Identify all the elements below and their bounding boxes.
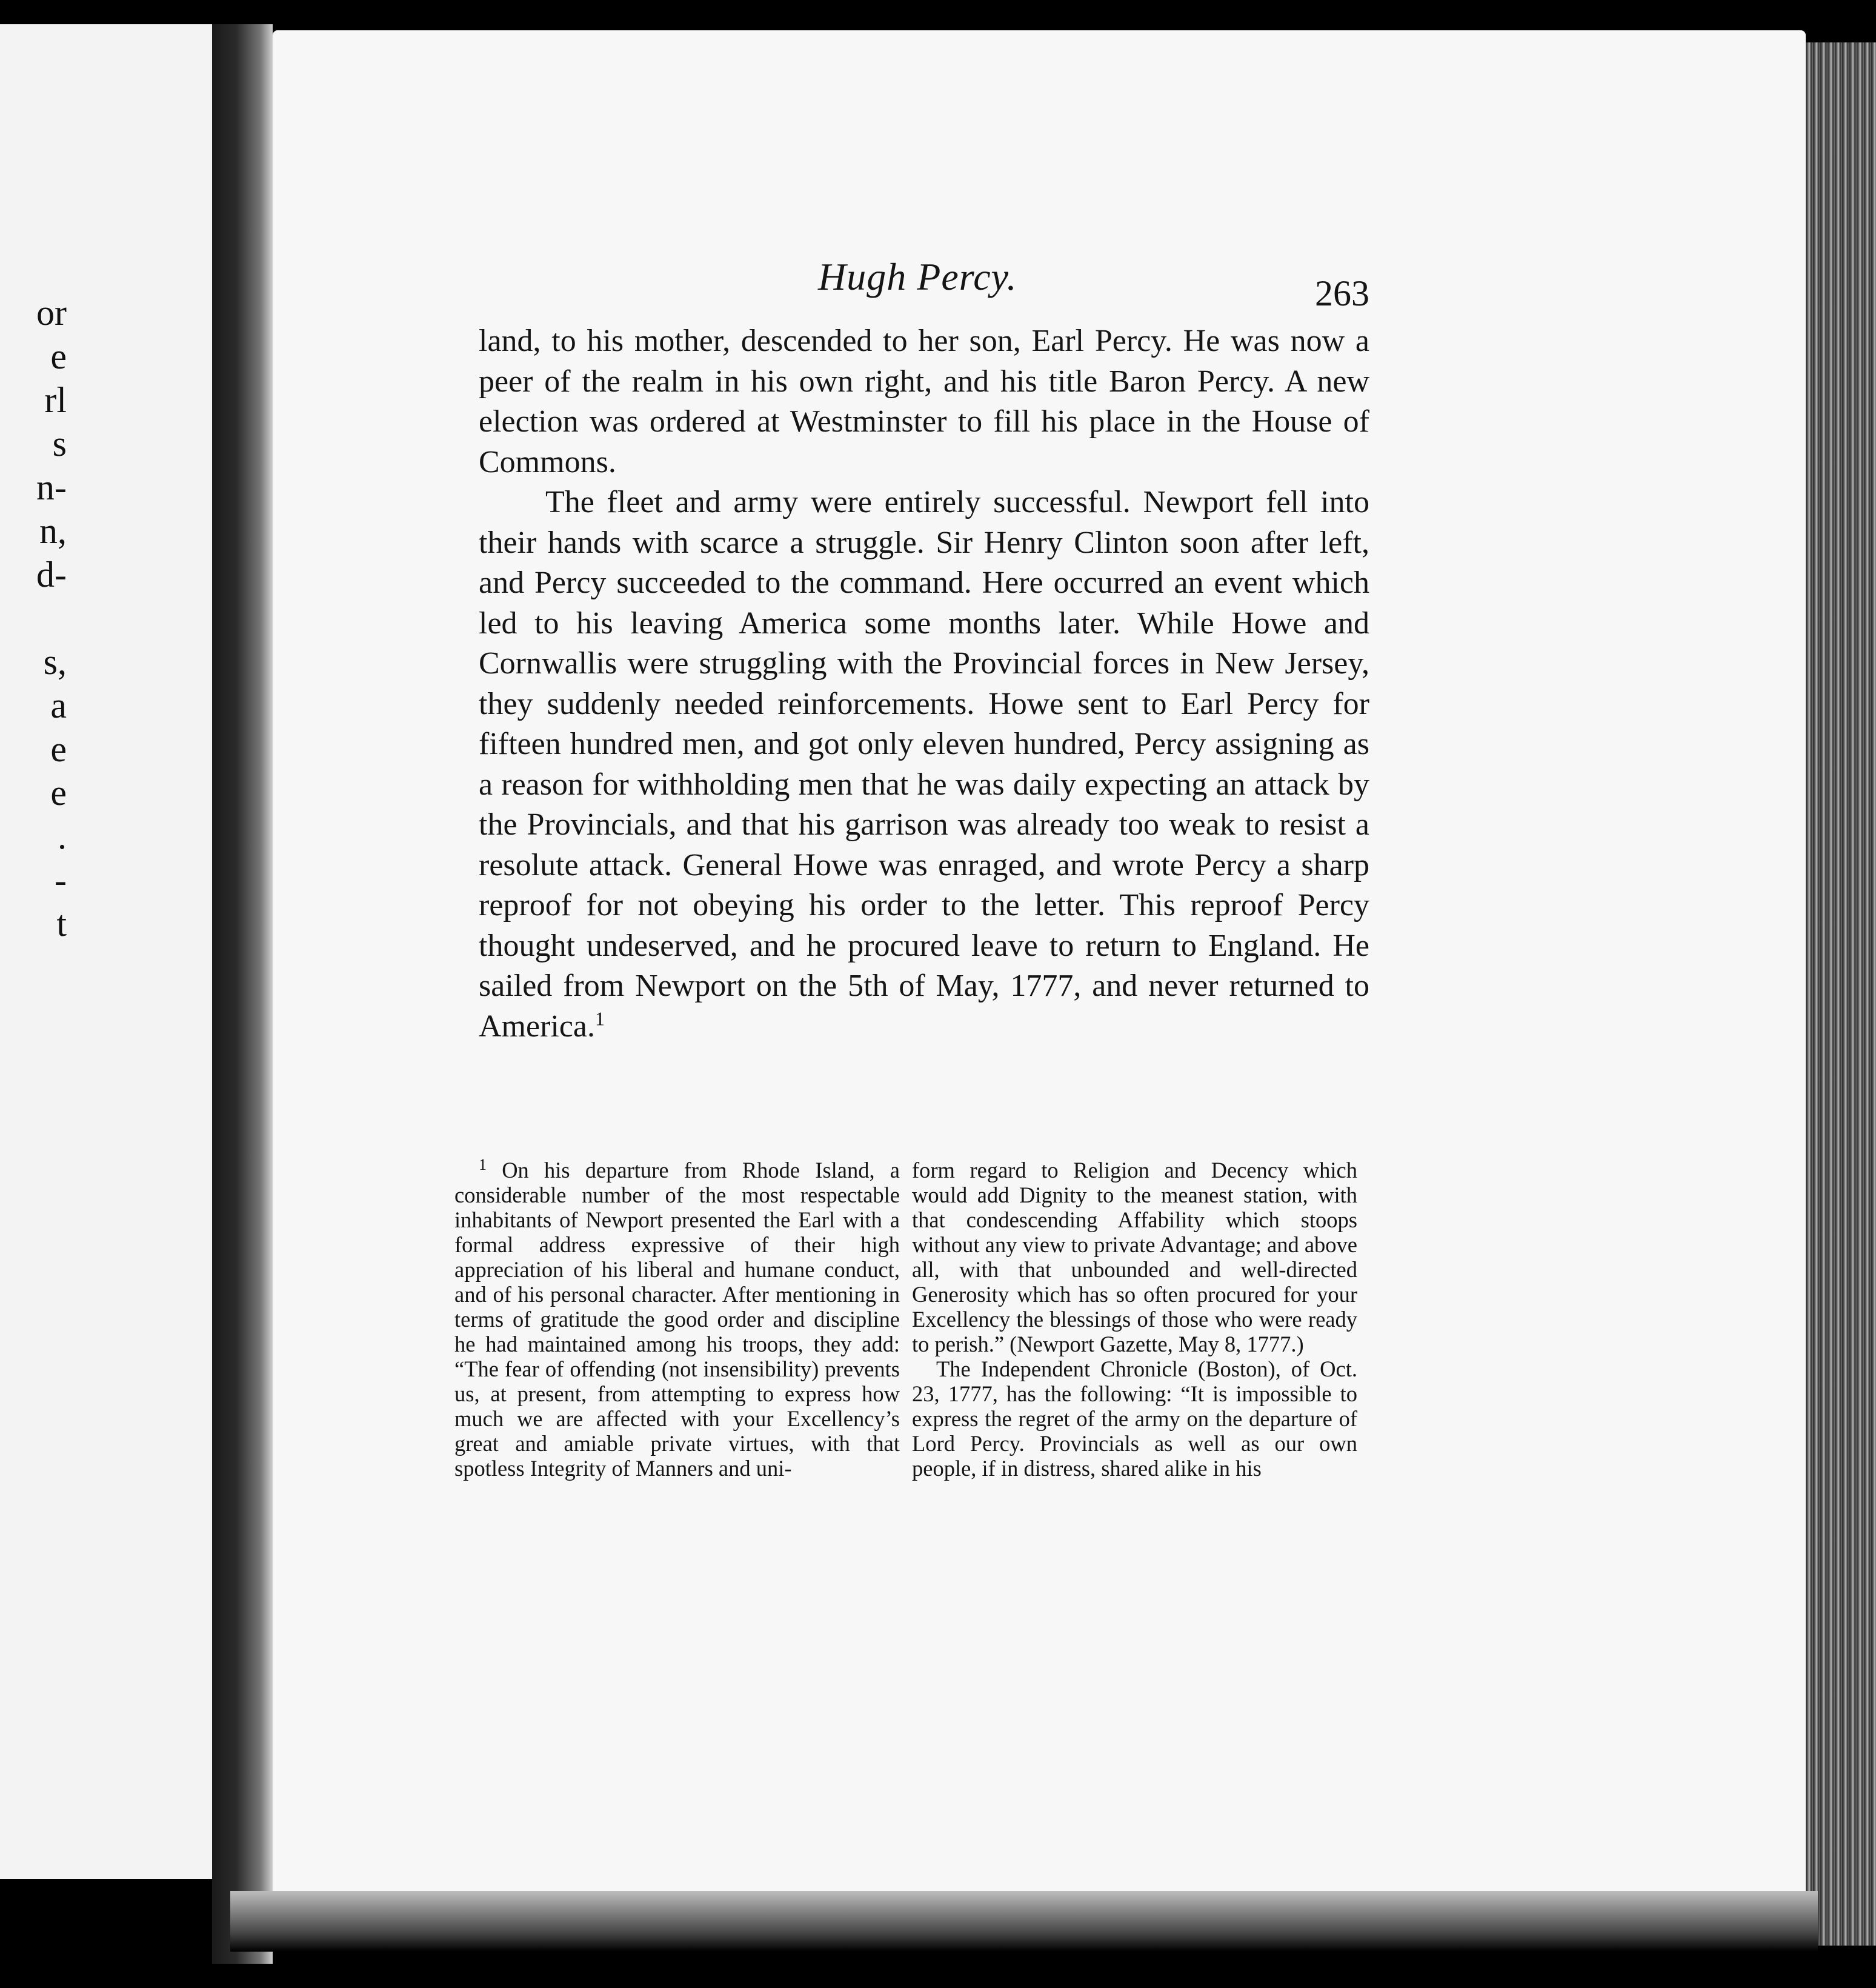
left-edge-fragment: a <box>50 685 67 725</box>
book-gutter <box>212 24 273 1964</box>
left-edge-fragment: d- <box>36 555 67 595</box>
footnote-paragraph: form regard to Religion and Decency which would add Dignity to the meanest station, with that condescending Affability which stoops without any view to private Advantage; and above all, with that unbounded and well-directed Generosity which has so often procured for your Excellency the blessings of those who were ready to perish.” (Newport Gazette, May 8, 1777.) <box>912 1158 1357 1356</box>
left-edge-fragment: s <box>52 424 67 464</box>
left-edge-fragment: - <box>55 860 67 900</box>
left-edge-fragment <box>0 946 67 989</box>
body-text <box>479 321 1369 1047</box>
left-edge-fragment: rl <box>44 380 67 420</box>
left-edge-fragment: n, <box>39 511 67 551</box>
footnote-column-right <box>912 1158 1357 1481</box>
left-edge-fragment: e <box>50 773 67 813</box>
footnotes <box>454 1155 1357 1481</box>
footnote-column-left <box>454 1155 900 1481</box>
left-edge-fragment: s, <box>43 642 67 682</box>
left-edge-fragment: e <box>50 336 67 376</box>
footnote-mark: 1 <box>479 1155 487 1173</box>
footnote-reference: 1 <box>595 1007 605 1030</box>
footnote-paragraph: The Independent Chronicle (Boston), of Oct. 23, 1777, has the following: “It is impossible to express the regret of the army on the departure of Lord Percy. Provincials as well as our own people, if in distress, shared alike in his <box>912 1356 1357 1481</box>
paragraph <box>479 482 1369 1047</box>
footnote-paragraph <box>454 1155 900 1481</box>
paragraph-text: The fleet and army were entirely successful. Newport fell into their hands with scarce a struggle. Sir Henry Clinton soon after left, and Percy succeeded to the command. Here occurred an event which led to his leaving America some months later. While Howe and Cornwallis were struggling with the Provincial forces in New Jersey, they suddenly needed reinforcements. Howe sent to Earl Percy for fifteen hundred men, and got only eleven hundred, Percy assigning as a reason for withholding men that he was daily expecting an attack by the Provincials, and that his garrison was already too weak to resist a resolute attack. General Howe was enraged, and wrote Percy a sharp reproof for not obeying his order to the letter. This reproof Percy thought undeserved, and he procured leave to return to England. He sailed from Newport on the 5th of May, 1777, and never returned to America. <box>479 485 1369 1044</box>
left-edge-fragment <box>0 596 67 640</box>
left-edge-fragment: e <box>50 729 67 769</box>
page-number: 263 <box>1315 273 1369 313</box>
page-header <box>479 255 1369 321</box>
paragraph: land, to his mother, descended to her son, Earl Percy. He was now a peer of the realm in his own right, and his title Baron Percy. A new election was ordered at Westminster to fill his place in the House of Commons. <box>479 324 1369 479</box>
running-head: Hugh Percy. <box>818 255 1017 298</box>
footnote-text: On his departure from Rhode Island, a considerable number of the most respectable inhabitants of Newport presented the Earl with a formal address expressive of their high appreciation of his liberal and humane conduct, and of his personal character. After mentioning in terms of gratitude the good order and discipline he had maintained among his troops, they add: “The fear of offending (not insensibility) prevents us, at present, from attempting to express how much we are affected with your Excellency’s great and amiable private virtues, with that spotless Integrity of Manners and uni- <box>454 1158 900 1481</box>
left-page-edge-text <box>0 291 73 989</box>
page-content <box>479 255 1369 1047</box>
page-edges <box>1806 42 1876 1946</box>
left-edge-fragment: or <box>36 293 67 333</box>
page-bottom-shadow <box>230 1891 1818 1952</box>
left-edge-fragment: n- <box>36 467 67 507</box>
left-edge-fragment: t <box>56 904 67 944</box>
left-edge-fragment: . <box>58 816 67 856</box>
